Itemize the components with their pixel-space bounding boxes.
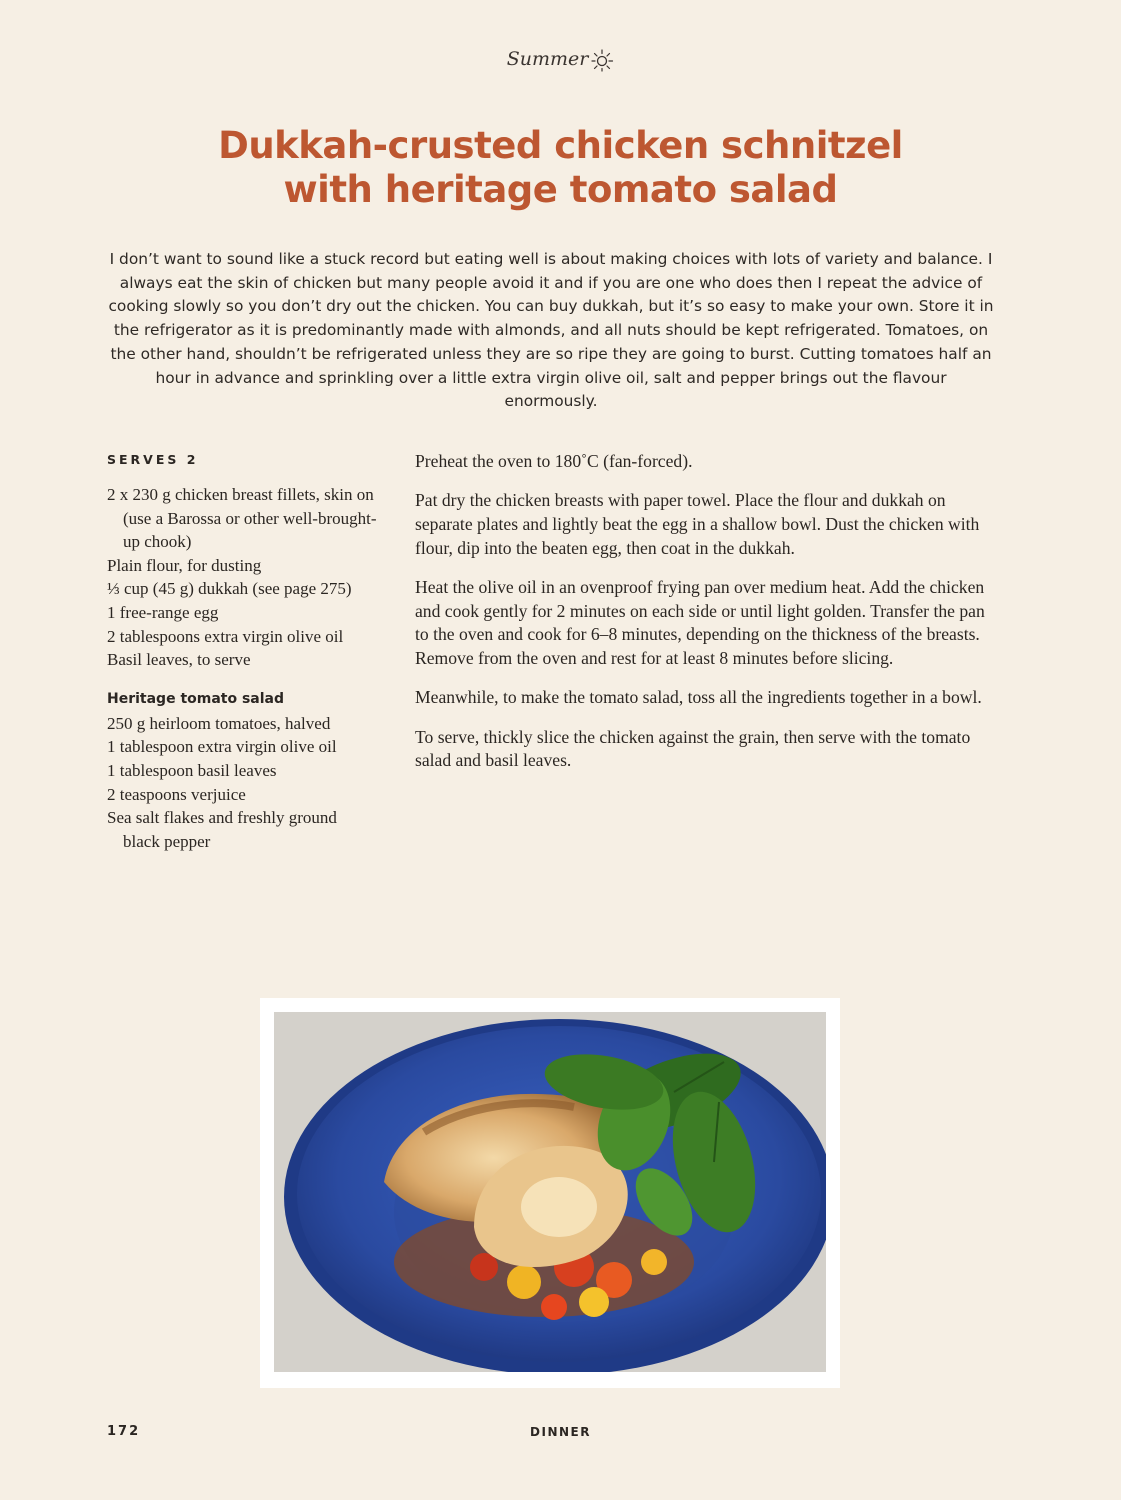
ingredient-list (107, 483, 377, 672)
ingredient-item: Plain flour, for dusting (107, 555, 262, 575)
salad-ingredient-item: 1 tablespoon basil leaves (107, 760, 277, 780)
ingredient-item: 2 x 230 g chicken breast fillets, skin on (use a Barossa or other well-brought-up chook) (107, 485, 377, 552)
recipe-title (0, 124, 1121, 212)
method-step: Pat dry the chicken breasts with paper towel. Place the flour and dukkah on separate plates and lightly beat the egg in a shallow bowl. Dust the chicken with flour, dip into the beaten egg, then coat in the dukkah. (415, 490, 980, 558)
method-step: Heat the olive oil in an ovenproof frying pan over medium heat. Add the chicken and cook gently for 2 minutes on each side or until light golden. Transfer the pan to the oven and cook for 6–8 minutes, depending on the thickness of the breasts. Remove from the oven and rest for at least 8 minutes before slicing. (415, 576, 985, 668)
salad-ingredient-item: 2 teaspoons verjuice (107, 784, 246, 804)
salad-heading: Heritage tomato salad (107, 690, 285, 707)
page-number: 172 (107, 1424, 141, 1439)
ingredient-item: Basil leaves, to serve (107, 650, 251, 670)
ingredients-column (107, 452, 377, 853)
salad-ingredient-item: 1 tablespoon extra virgin olive oil (107, 737, 337, 757)
salad-ingredient-item: 250 g heirloom tomatoes, halved (107, 713, 331, 733)
ingredient-item: ⅓ cup (45 g) dukkah (see page 275) (107, 579, 352, 599)
section-label: DINNER (530, 1425, 591, 1439)
dish-illustration (274, 1012, 826, 1372)
method-column (415, 450, 985, 789)
salad-ingredient-list (107, 712, 377, 854)
recipe-intro: I don’t want to sound like a stuck record but eating well is about making choices with lots of variety and balance. I always eat the skin of chicken but many people avoid it and if you are one who does then I repeat the advice of cooking slowly so you don’t dry out the chicken. You can buy dukkah, but it’s so easy to make your own. Store it in the refrigerator as it is predominantly made with almonds, and all nuts should be kept refrigerated. Tomatoes, on the other hand, shouldn’t be refrigerated unless they are so ripe they are going to burst. Cutting tomatoes half an hour in advance and sprinkling over a little extra virgin olive oil, salt and pepper brings out the flavour enormously. (108, 250, 994, 411)
salad-ingredient-item: Sea salt flakes and freshly ground black pepper (107, 808, 337, 851)
recipe-title-line-2: with heritage tomato salad (283, 168, 838, 211)
season-header (0, 48, 1121, 72)
recipe-title-line-1: Dukkah-crusted chicken schnitzel (218, 124, 903, 167)
method-step: Preheat the oven to 180˚C (fan-forced). (415, 451, 693, 471)
season-label: Summer (506, 48, 589, 70)
method-step: Meanwhile, to make the tomato salad, toss all the ingredients together in a bowl. (415, 687, 982, 708)
serves-label: SERVES 2 (107, 452, 199, 467)
method-step: To serve, thickly slice the chicken against the grain, then serve with the tomato salad and basil leaves. (415, 726, 971, 771)
ingredient-item: 2 tablespoons extra virgin olive oil (107, 626, 344, 646)
recipe-photo (260, 998, 840, 1388)
sun-icon (590, 48, 614, 72)
ingredient-item: 1 free-range egg (107, 602, 219, 622)
